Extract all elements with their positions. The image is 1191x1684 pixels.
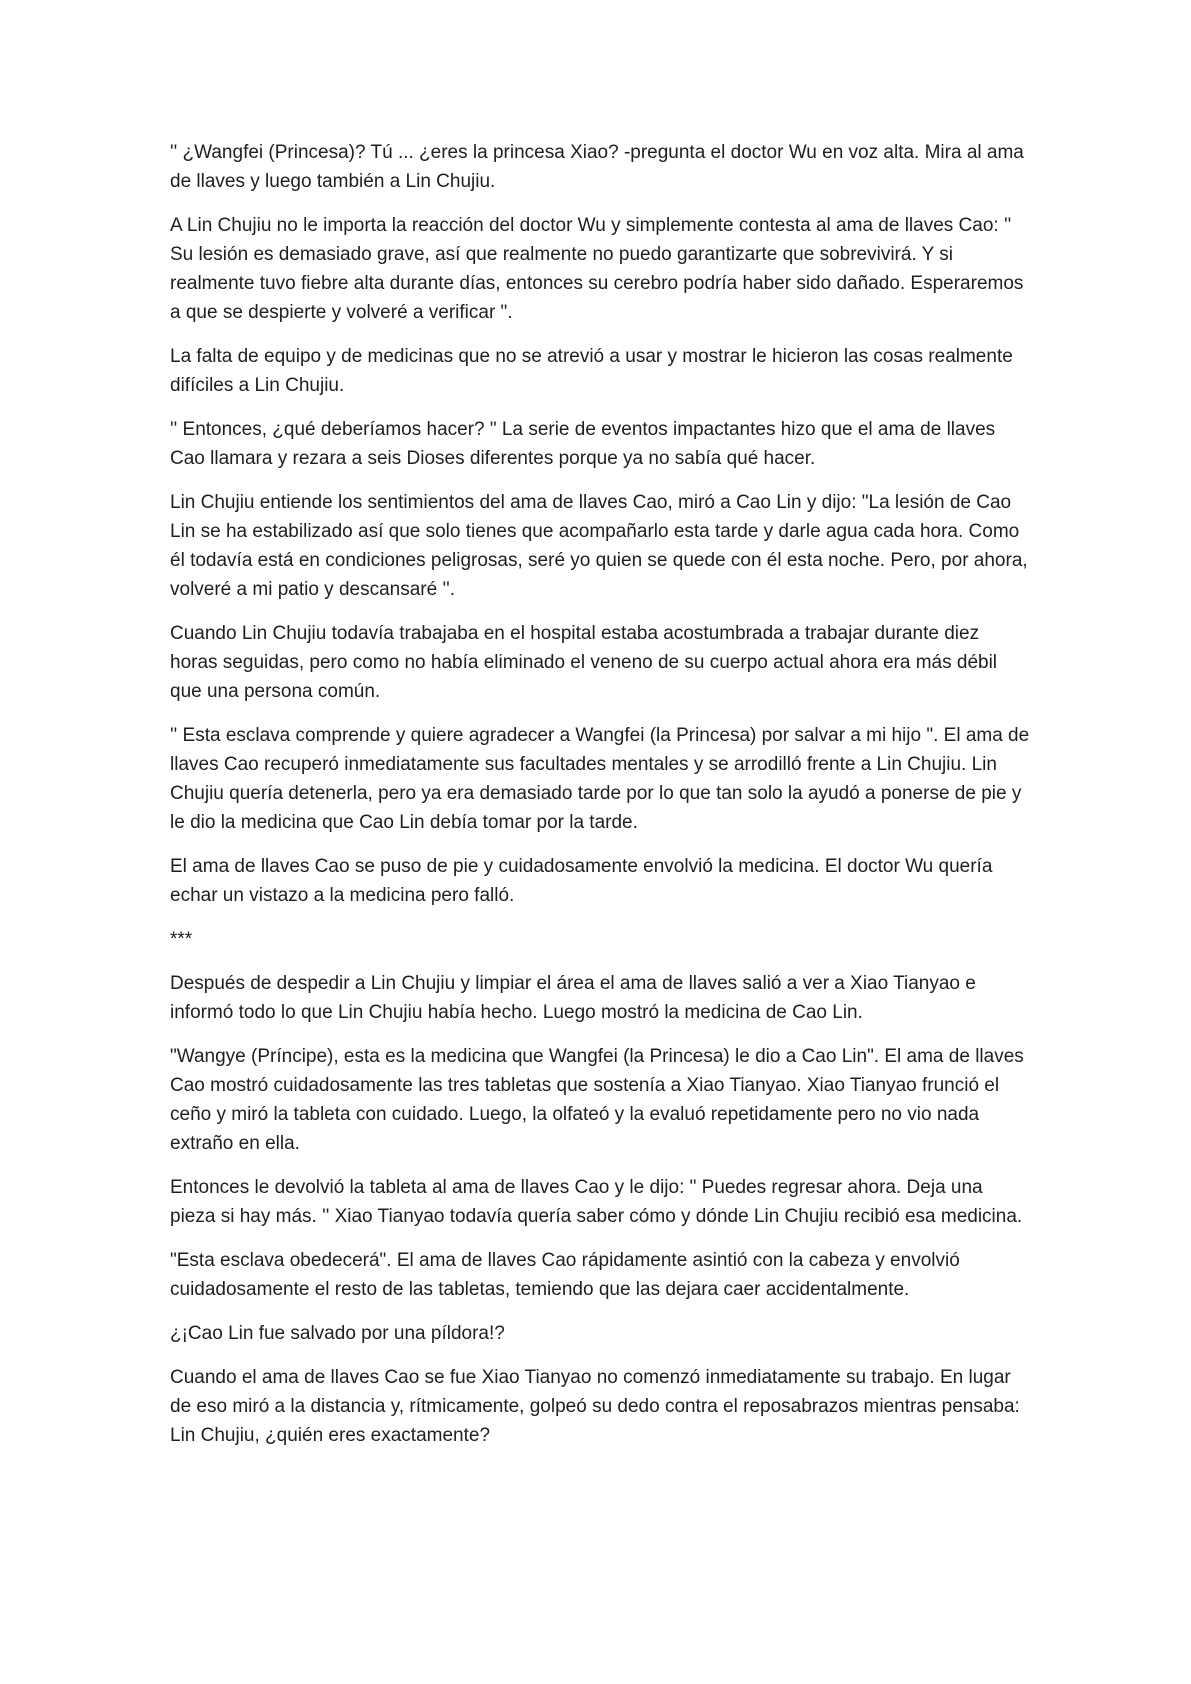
paragraph: A Lin Chujiu no le importa la reacción del doctor Wu y simplemente contesta al ama de llaves Cao: '' Su lesión es demasiado grave, así que realmente no puedo garantizarte que sobrevivirá. Y si realmente tuvo fiebre alta durante días, entonces su cerebro podría haber sido dañado. Esperaremos a que se despierte y volveré a verificar ". — [170, 215, 1024, 323]
paragraph: '' Esta esclava comprende y quiere agradecer a Wangfei (la Princesa) por salvar a mi hijo ". El ama de llaves Cao recuperó inmediatamente sus facultades mentales y se arrodilló frente a Lin Chujiu. Lin Chujiu quería detenerla, pero ya era demasiado tarde por lo que tan solo la ayudó a ponerse de pie y le dio la medicina que Cao Lin debía tomar por la tarde. — [170, 725, 1030, 833]
paragraph: ¿¡Cao Lin fue salvado por una píldora!? — [170, 1323, 505, 1344]
paragraph: '' Entonces, ¿qué deberíamos hacer? " La serie de eventos impactantes hizo que el ama de llaves Cao llamara y rezara a seis Dioses diferentes porque ya no sabía qué hacer. — [170, 419, 996, 469]
paragraph: "Esta esclava obedecerá". El ama de llaves Cao rápidamente asintió con la cabeza y envolvió cuidadosamente el resto de las tabletas, temiendo que las dejara caer accidentalmente. — [170, 1250, 960, 1300]
paragraph: Cuando el ama de llaves Cao se fue Xiao Tianyao no comenzó inmediatamente su trabajo. En lugar de eso miró a la distancia y, rítmicamente, golpeó su dedo contra el reposabrazos mientras pensaba: Lin Chujiu, ¿quién eres exactamente? — [170, 1367, 1020, 1446]
paragraph: '' ¿Wangfei (Princesa)? Tú ... ¿eres la princesa Xiao? -pregunta el doctor Wu en voz alta. Mira al ama de llaves y luego también a Lin Chujiu. — [170, 142, 1024, 192]
paragraph: Cuando Lin Chujiu todavía trabajaba en el hospital estaba acostumbrada a trabajar durante diez horas seguidas, pero como no había eliminado el veneno de su cuerpo actual ahora era más débil que una persona común. — [170, 623, 998, 702]
paragraph: Entonces le devolvió la tableta al ama de llaves Cao y le dijo: " Puedes regresar ahora. Deja una pieza si hay más. '' Xiao Tianyao todavía quería saber cómo y dónde Lin Chujiu recibió esa medicina. — [170, 1177, 1023, 1227]
document-page — [170, 138, 1030, 1465]
paragraph: Después de despedir a Lin Chujiu y limpiar el área el ama de llaves salió a ver a Xiao Tianyao e informó todo lo que Lin Chujiu había hecho. Luego mostró la medicina de Cao Lin. — [170, 973, 976, 1023]
paragraph: La falta de equipo y de medicinas que no se atrevió a usar y mostrar le hicieron las cosas realmente difíciles a Lin Chujiu. — [170, 346, 1013, 396]
paragraph: "Wangye (Príncipe), esta es la medicina que Wangfei (la Princesa) le dio a Cao Lin". El ama de llaves Cao mostró cuidadosamente las tres tabletas que sostenía a Xiao Tianyao. Xiao Tianyao frunció el ceño y miró la tableta con cuidado. Luego, la olfateó y la evaluó repetidamente pero no vio nada extraño en ella. — [170, 1046, 1024, 1154]
paragraph: El ama de llaves Cao se puso de pie y cuidadosamente envolvió la medicina. El doctor Wu quería echar un vistazo a la medicina pero falló. — [170, 856, 993, 906]
scene-break: *** — [170, 929, 193, 950]
paragraph: Lin Chujiu entiende los sentimientos del ama de llaves Cao, miró a Cao Lin y dijo: "La lesión de Cao Lin se ha estabilizado así que solo tienes que acompañarlo esta tarde y darle agua cada hora. Como él todavía está en condiciones peligrosas, seré yo quien se quede con él esta noche. Pero, por ahora, volveré a mi patio y descansaré ''. — [170, 492, 1028, 600]
